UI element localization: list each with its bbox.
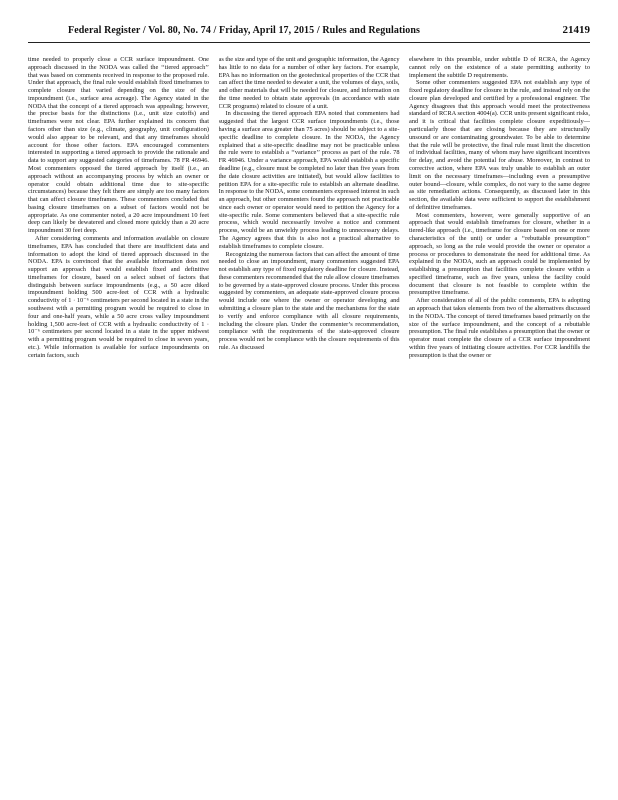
paragraph: After considering comments and information available on closure timeframes, EPA has concluded that there are insufficient data and information to adopt the kind of tiered approach discussed in the NODA. EPA is convinced that the available information does not support an approach that would establish fixed and definitive timeframes for closure, based on a select subset of factors that distinguish between surface impoundments (e.g., a 50 acre diked impoundment holding 500 acre-feet of CCR with a hydraulic conductivity of 1 · 10⁻⁶ centimeters per second located in a state in the southwest with a permitting program would be required to close in four and one-half years, while a 50 acre cross valley impoundment holding 1,500 acre-feet of CCR with a hydraulic conductivity of 1 · 10⁻⁶ centimeters per second located in a state in the upper midwest with a permitting program would be required to close in seven years, etc.). While information is available for surface impoundments on certain factors, such bbox=[28, 234, 209, 359]
paragraph: elsewhere in this preamble, under subtitle D of RCRA, the Agency cannot rely on the existence of a state permitting authority to implement the subtitle D requirements. bbox=[409, 56, 590, 79]
column-2 bbox=[219, 56, 400, 778]
paragraph: Most commenters, however, were generally supportive of an approach that would establish timeframes for closure, whether in a tiered-like approach (i.e., timeframe for closure based on one or more characteristics of the unit) or under a ‘‘rebuttable presumption’’ approach, so long as the rule would provide the owner or operator a process or procedures to demonstrate the need for additional time. As explained in the NODA, such an approach could be implemented by establishing a presumption that facilities complete closure within a specified timeframe, such as five years, unless the facility could document that closure is not feasible to complete within the presumptive timeframe. bbox=[409, 211, 590, 297]
paragraph: time needed to properly close a CCR surface impoundment. One approach discussed in the NODA was called the ‘‘tiered approach’’ that was based on comments received in response to the proposed rule. Under that approach, the final rule would establish fixed timeframes to complete closure that varied depending on the size of the impoundment (i.e., surface area acreage). The Agency stated in the NODA that the concept of a tiered approach was appealing; however, the precise basis for the distinctions (i.e., unit size cutoffs) and timeframes were not clear. EPA further explained its concern that factors other than size (e.g., climate, geography, unit configuration) would also appear to be relevant, and that any timeframes should account for those other factors. EPA encouraged commenters interested in supporting a tiered approach to provide the rationale and data to support any suggested categories of timeframes. 78 FR 46946. Most commenters opposed the tiered approach by itself (i.e., an approach without an accompanying process by which an owner or operator could obtain additional time due to site-specific circumstances) because they felt there are simply are too many factors that can affect closure timeframes. These commenters concluded that basing closure timeframes on a subset of factors would not be appropriate. As one commenter noted, a 20 acre impoundment 10 feet deep can likely be dewatered and closed more quickly than a 20 acre impoundment 30 feet deep. bbox=[28, 56, 209, 235]
paragraph: After consideration of all of the public comments, EPA is adopting an approach that takes elements from two of the alternatives discussed in the NODA. The concept of tiered timeframes based primarily on the size of the surface impoundment, and the concept of a rebuttable presumption. The final rule establishes a presumption that the owner or operator must complete the closure of a CCR surface impoundment within five years of initiating closure activities. For CCR landfills the presumption is that the owner or bbox=[409, 297, 590, 359]
body-columns bbox=[28, 56, 590, 778]
paragraph: Some other commenters suggested EPA not establish any type of fixed regulatory deadline for closure in the rule, and instead rely on the closure plan developed and certified by a professional engineer. The Agency disagrees that this approach would meet the protectiveness standard of RCRA section 4004(a). CCR units present significant risks, and it is critical that facilities complete closure expeditiously—particularly those that are closing because they are structurally unsound or are contaminating groundwater. To be able to determine that the rule will be protective, the final rule must limit the discretion of individual facilities, many of whom may have significant incentives for delay, and avoid the potential for abuse. Moreover, in contrast to corrective action, where EPA was truly unable to establish an outer limit on the necessary timeframes—including even a presumptive outer bound—closure, while complex, do not vary to the same degree as site remediation actions. Consequently, as discussed later in this section, the available data were sufficient to support the establishment of definitive timeframes. bbox=[409, 79, 590, 211]
paragraph: as the size and type of the unit and geographic information, the Agency has little to no data for a number of other key factors. For example, EPA has no information on the geotechnical properties of the CCR that can affect the time needed to dewater a unit, the volumes of days, soils, and other materials that will be needed for closure, and information on the time needed to obtain state approvals (in accordance with state CCR programs) related to closure of a unit. bbox=[218, 56, 400, 110]
page-number: 21419 bbox=[562, 24, 590, 36]
paragraph: Recognizing the numerous factors that can affect the amount of time needed to close an impoundment, many commenters suggested EPA not establish any type of fixed regulatory deadline for closure. Instead, these commenters recommended that the rule allow closure timeframes to be governed by a state-approved closure process. Under this process suggested by commenters, an adequate state-approved closure process would include one where the owner or operator developing and submitting a closure plan to the state and the mechanisms for the state to verify and enforce compliance with all closure requirements, including the closure plan. Under the commenter’s recommendation, compliance with the requirements of the state-approved closure process would not be compliance with the closure requirements of this rule. As discussed bbox=[218, 250, 400, 351]
paragraph: In discussing the tiered approach EPA noted that commenters had suggested that the largest CCR surface impoundments (i.e., those having a surface area greater than 75 acres) should be subject to a site-specific deadline to complete closure. In the NODA, the Agency explained that a site-specific deadline may not be practicable unless the rule were to establish a ‘‘variance’’ process as part of the rule. 78 FR 46946. Under a variance approach, EPA would establish a specific deadline (e.g., closure must be completed no later than five years from the date closure activities are initiated), but would allow facilities to petition EPA for a site-specific rule to establish an alternate deadline. In response to the NODA, some commenters expressed interest in such an approach, but other commenters found the approach not practicable since each owner or operator would need to petition the Agency for a site-specific rule. Some commenters believed that a site-specific rule process, which would necessarily involve a notice and comment process, would be an unwieldy process leading to unnecessary delays. The Agency agrees that this is also not a practical alternative to establish timeframes to complete closure. bbox=[218, 110, 400, 250]
column-1 bbox=[28, 56, 209, 778]
column-3 bbox=[409, 56, 590, 778]
running-head: Federal Register / Vol. 80, No. 74 / Friday, April 17, 2015 / Rules and Regulations bbox=[68, 25, 421, 36]
page-header bbox=[28, 24, 590, 43]
